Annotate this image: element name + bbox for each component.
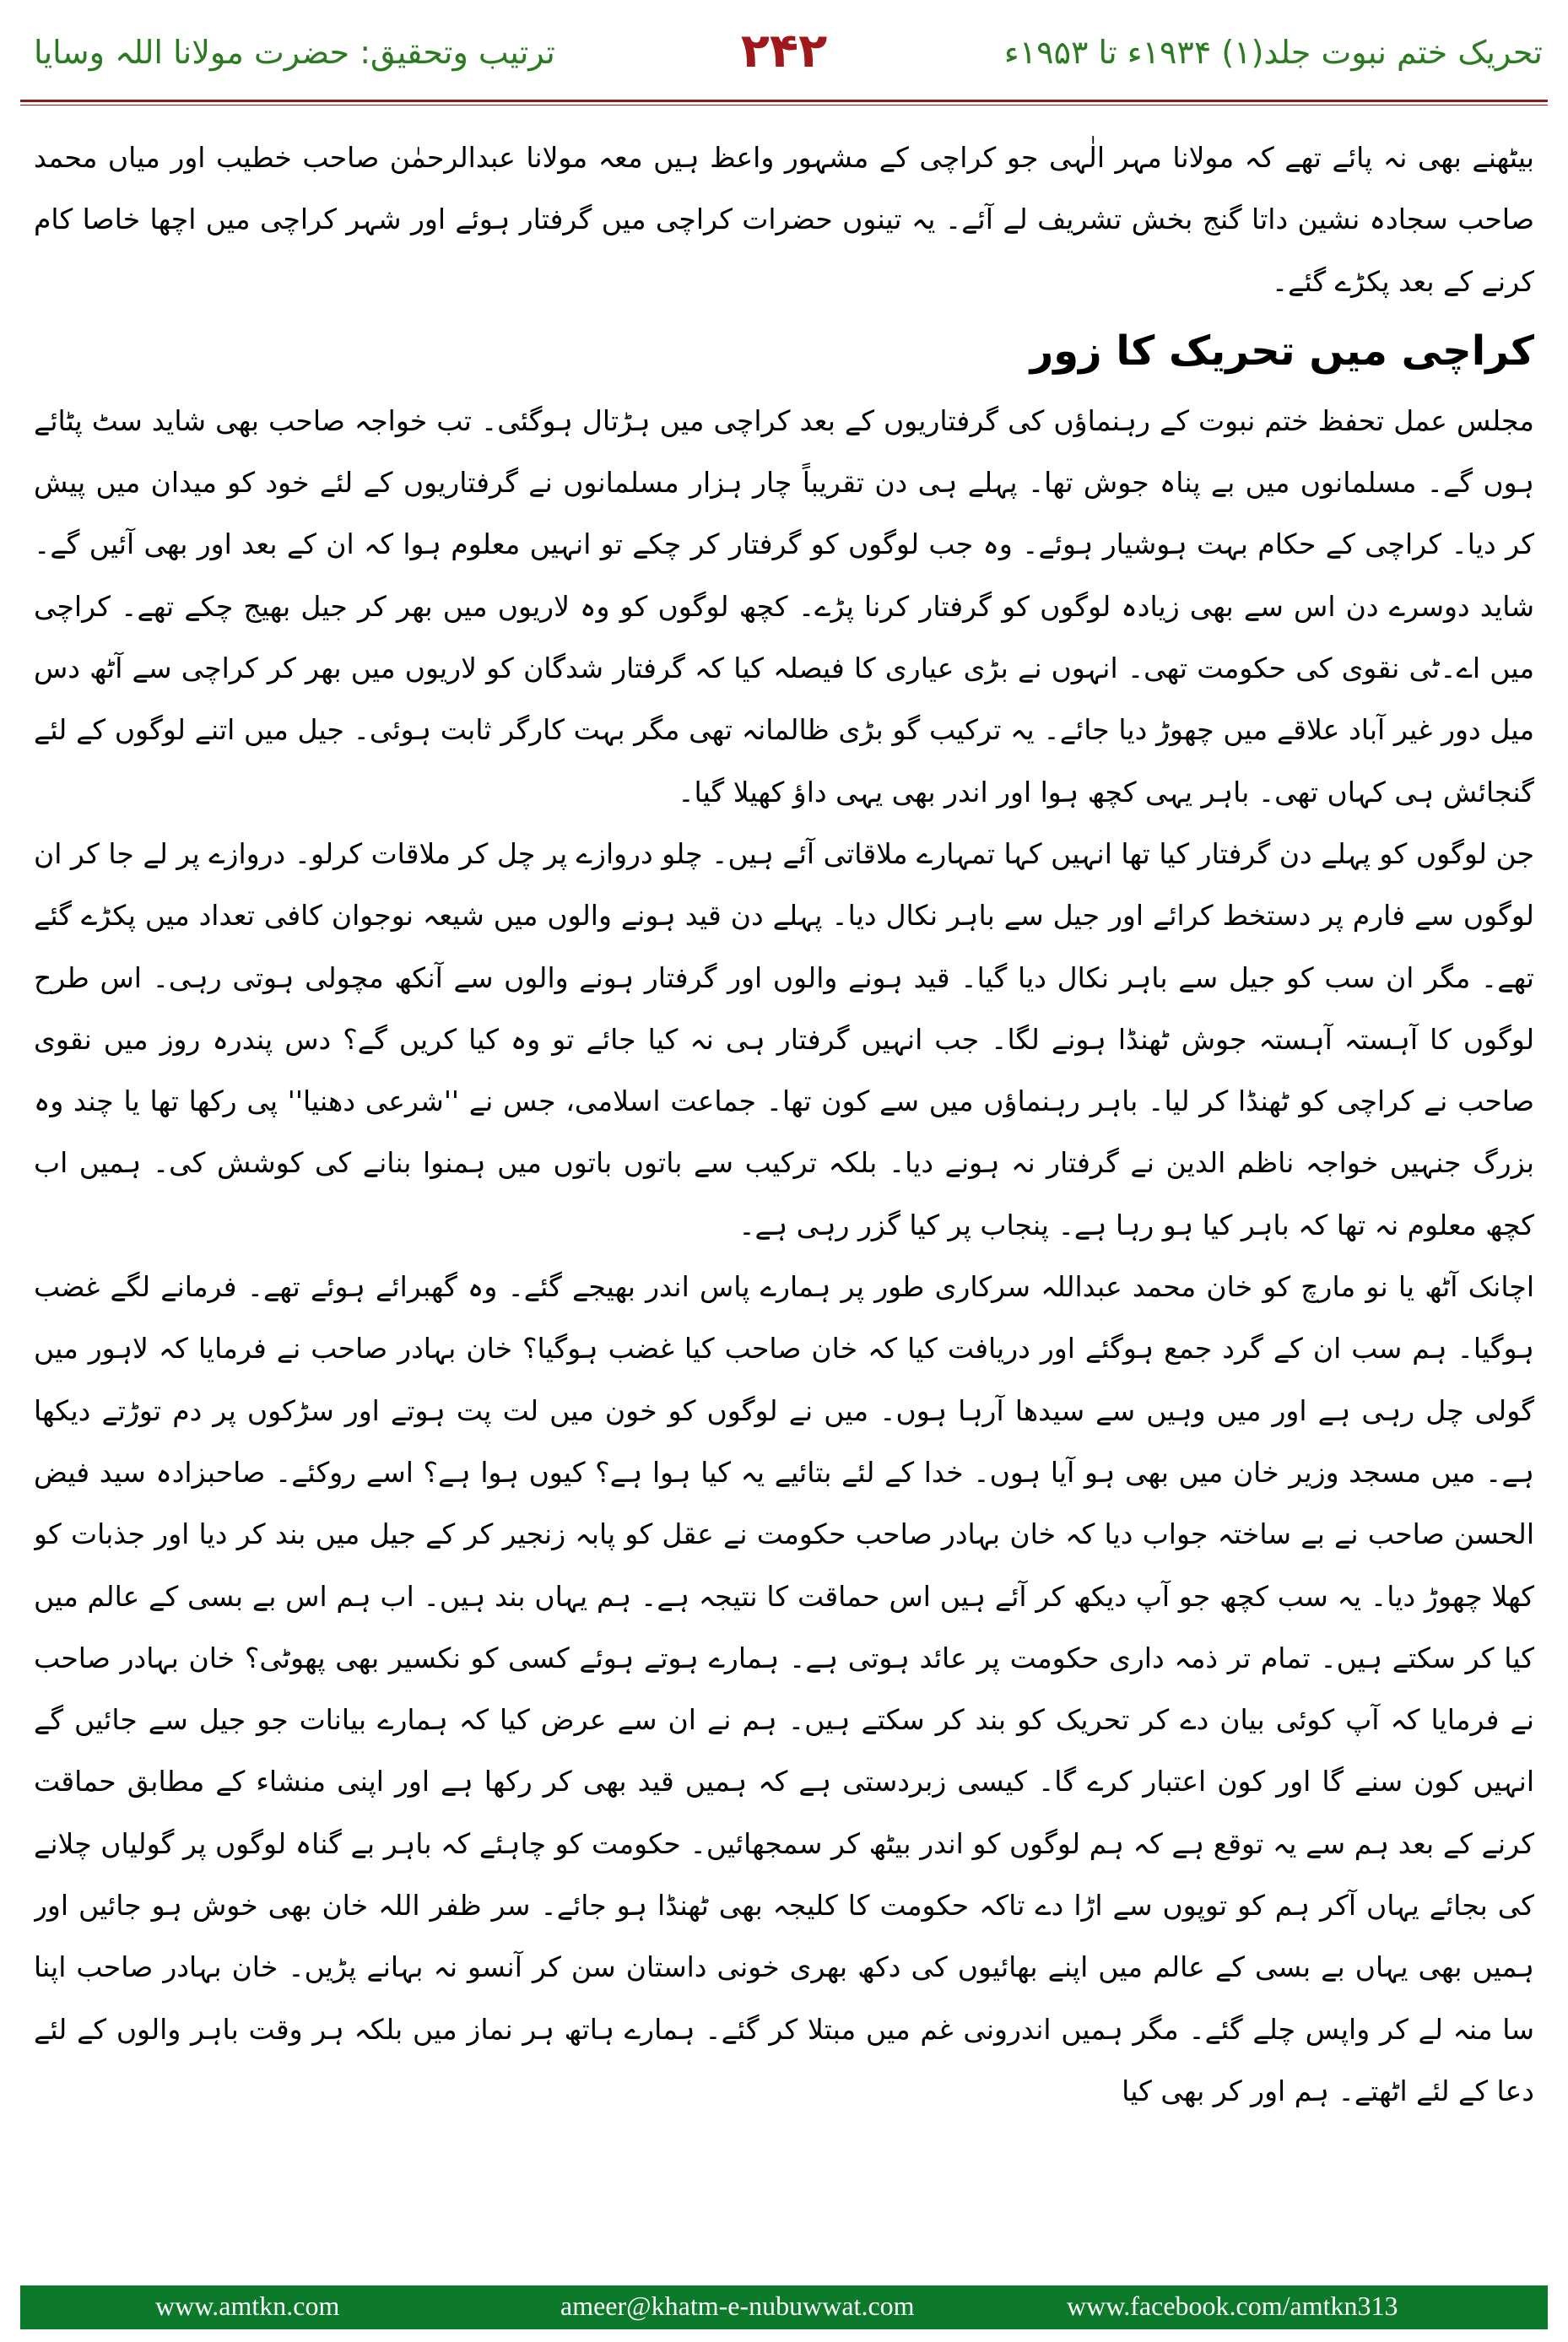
page-body bbox=[34, 127, 1534, 2270]
section-heading: کراچی میں تحریک کا زور bbox=[1030, 327, 1534, 375]
body-paragraph-2: جن لوگوں کو پہلے دن گرفتار کیا تھا انہیں کہا تمہارے ملاقاتی آئے ہیں۔ چلو دروازے پر چل کر ملاقات کرلو۔ دروازے پر لے جا کر ان لوگوں سے فارم پر دستخط کرائے اور جیل سے باہر نکال دیا۔ پہلے دن قید ہونے والوں میں شیعہ نوجوان کافی تعداد میں پکڑے گئے تھے۔ مگر ان سب کو جیل سے باہر نکال دیا گیا۔ قید ہونے والوں اور گرفتار ہونے والوں سے آنکھ مچولی ہوتی رہی۔ اس طرح لوگوں کا آہستہ آہستہ جوش ٹھنڈا ہونے لگا۔ جب انہیں گرفتار ہی نہ کیا جائے تو وہ کیا کریں گے؟ دس پندرہ روز میں نقوی صاحب نے کراچی کو ٹھنڈا کر لیا۔ باہر رہنماؤں میں سے کون تھا۔ جماعت اسلامی، جس نے ''شرعی دھنیا'' پی رکھا تھا یا چند وہ بزرگ جنہیں خواجہ ناظم الدین نے گرفتار نہ ہونے دیا۔ بلکہ ترکیب سے باتوں باتوں میں ہمنوا بنانے کی کوشش کی۔ ہمیں اب کچھ معلوم نہ تھا کہ باہر کیا ہو رہا ہے۔ پنجاب پر کیا گزر رہی ہے۔ bbox=[34, 836, 1534, 1241]
header-rule bbox=[20, 100, 1548, 102]
email-link[interactable]: ameer@khatm-e-nubuwwat.com bbox=[560, 2291, 915, 2321]
compiler-credit: ترتیب وتحقیق: حضرت مولانا اللہ وسایا bbox=[34, 34, 555, 71]
page-footer bbox=[20, 2285, 1548, 2329]
website-link[interactable]: www.amtkn.com bbox=[155, 2291, 340, 2321]
body-paragraph-3: اچانک آٹھ یا نو مارچ کو خان محمد عبداللہ سرکاری طور پر ہمارے پاس اندر بھیجے گئے۔ وہ گھبرائے ہوئے تھے۔ فرمانے لگے غضب ہوگیا۔ ہم سب ان کے گرد جمع ہوگئے اور دریافت کیا کہ خان صاحب کیا غضب ہوگیا؟ خان بہادر صاحب نے فرمایا کہ لاہور میں گولی چل رہی ہے اور میں وہیں سے سیدھا آرہا ہوں۔ میں نے لوگوں کو خون میں لت پت ہوتے اور سڑکوں پر دم توڑتے دیکھا ہے۔ میں مسجد وزیر خان میں بھی ہو آیا ہوں۔ خدا کے لئے بتائیے یہ کیا ہوا ہے؟ کیوں ہوا ہے؟ اسے روکئے۔ صاحبزادہ سید فیض الحسن صاحب نے بے ساختہ جواب دیا کہ خان بہادر صاحب حکومت نے عقل کو پابہ زنجیر کر کے جیل میں بند کر دیا اور جذبات کو کھلا چھوڑ دیا۔ یہ سب کچھ جو آپ دیکھ کر آئے ہیں اس حماقت کا نتیجہ ہے۔ ہم یہاں بند ہیں۔ اب ہم اس بے بسی کے عالم میں کیا کر سکتے ہیں۔ تمام تر ذمہ داری حکومت پر عائد ہوتی ہے۔ ہمارے ہوتے ہوئے کسی کو نکسیر بھی پھوٹی؟ خان بہادر صاحب نے فرمایا کہ آپ کوئی بیان دے کر تحریک کو بند کر سکتے ہیں۔ ہم نے ان سے عرض کیا کہ ہمارے بیانات جو جیل سے جائیں گے انہیں کون سنے گا اور کون اعتبار کرے گا۔ کیسی زبردستی ہے کہ ہمیں قید بھی کر رکھا ہے اور اپنی منشاء کے مطابق حماقت کرنے کے بعد ہم سے یہ توقع ہے کہ ہم لوگوں کو اندر بیٹھ کر سمجھائیں۔ حکومت کو چاہئے کہ باہر بے گناہ لوگوں پر گولیاں چلانے کی بجائے یہاں آکر ہم کو توپوں سے اڑا دے تاکہ حکومت کا کلیجہ بھی ٹھنڈا ہو جائے۔ سر ظفر اللہ خان بھی خوش ہو جائیں اور ہمیں بھی یہاں بے بسی کے عالم میں اپنے بھائیوں کی دکھ بھری خونی داستان سن کر آنسو نہ بہانے پڑیں۔ خان بہادر صاحب اپنا سا منہ لے کر واپس چلے گئے۔ مگر ہمیں اندرونی غم میں مبتلا کر گئے۔ ہمارے ہاتھ ہر نماز میں بلکہ ہر وقت باہر والوں کے لئے دعا کے لئے اٹھتے۔ ہم اور کر بھی کیا bbox=[34, 1270, 1534, 2107]
facebook-link[interactable]: www.facebook.com/amtkn313 bbox=[1067, 2291, 1398, 2321]
page-number: ۲۴۲ bbox=[740, 24, 828, 78]
intro-paragraph: بیٹھنے بھی نہ پائے تھے کہ مولانا مہر الٰہی جو کراچی کے مشہور واعظ ہیں معہ مولانا عبدالرحمٰن صاحب خطیب اور میاں محمد صاحب سجادہ نشین داتا گنج بخش تشریف لے آئے۔ یہ تینوں حضرات کراچی میں گرفتار ہوئے اور شہر کراچی میں اچھا خاصا کام کرنے کے بعد پکڑے گئے۔ bbox=[34, 141, 1534, 298]
book-title: تحریک ختم نبوت جلد(۱) ۱۹۳۴ء تا ۱۹۵۳ء bbox=[1003, 34, 1543, 71]
page-header bbox=[0, 0, 1568, 93]
body-paragraph-1: مجلس عمل تحفظ ختم نبوت کے رہنماؤں کی گرفتاریوں کے بعد کراچی میں ہڑتال ہوگئی۔ تب خواجہ صاحب بھی شاید سٹ پٹائے ہوں گے۔ مسلمانوں میں بے پناہ جوش تھا۔ پہلے ہی دن تقریباً چار ہزار مسلمانوں نے گرفتاریوں کے لئے خود کو میدان میں پیش کر دیا۔ کراچی کے حکام بہت ہوشیار ہوئے۔ وہ جب لوگوں کو گرفتار کر چکے تو انہیں معلوم ہوا کہ ان کے بعد اور بھی آئیں گے۔ شاید دوسرے دن اس سے بھی زیادہ لوگوں کو گرفتار کرنا پڑے۔ کچھ لوگوں کو وہ لاریوں میں بھر کر جیل بھیج چکے تھے۔ کراچی میں اے۔ٹی نقوی کی حکومت تھی۔ انہوں نے بڑی عیاری کا فیصلہ کیا کہ گرفتار شدگان کو لاریوں میں بھر کر کراچی سے آٹھ دس میل دور غیر آباد علاقے میں چھوڑ دیا جائے۔ یہ ترکیب گو بڑی ظالمانہ تھی مگر بہت کارگر ثابت ہوئی۔ جیل میں اتنے لوگوں کے لئے گنجائش ہی کہاں تھی۔ باہر یہی کچھ ہوا اور اندر بھی یہی داؤ کھیلا گیا۔ bbox=[34, 403, 1534, 809]
